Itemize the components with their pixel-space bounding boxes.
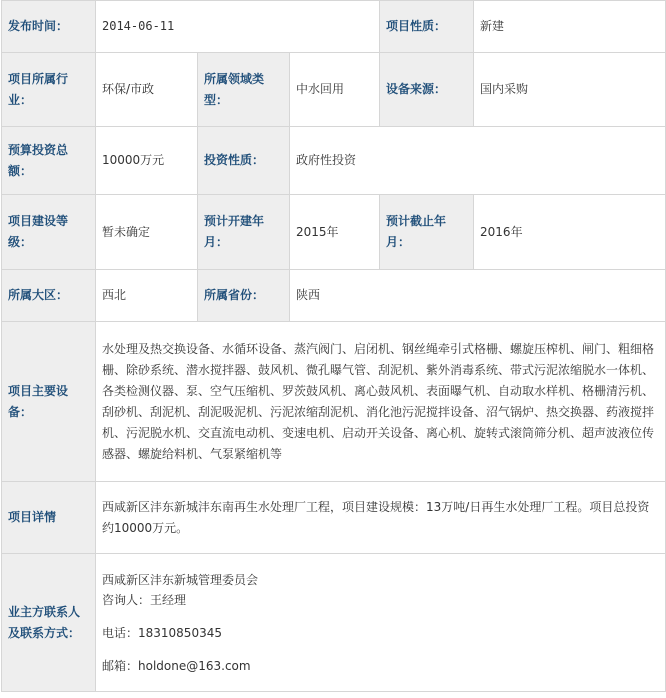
publish-time-label: 发布时间： xyxy=(2,1,96,53)
planned-start-label: 预计开建年月： xyxy=(198,195,290,270)
field-type-value: 中水回用 xyxy=(290,53,380,127)
industry-value: 环保/市政 xyxy=(96,53,198,127)
field-type-label: 所属领域类型： xyxy=(198,53,290,127)
row-publish-time xyxy=(2,1,666,53)
investment-nature-label: 投资性质： xyxy=(198,127,290,195)
row-construction xyxy=(2,195,666,270)
planned-end-value: 2016年 xyxy=(474,195,666,270)
equipment-source-value: 国内采购 xyxy=(474,53,666,127)
region-label: 所属大区： xyxy=(2,270,96,322)
region-value: 西北 xyxy=(96,270,198,322)
contact-email: 邮箱：holdone@163.com xyxy=(102,658,251,673)
row-industry xyxy=(2,53,666,127)
row-region xyxy=(2,270,666,322)
row-main-equipment xyxy=(2,322,666,482)
planned-end-label: 预计截止年月： xyxy=(380,195,474,270)
province-label: 所属省份： xyxy=(198,270,290,322)
publish-time-value: 2014-06-11 xyxy=(96,1,380,53)
budget-label: 预算投资总额： xyxy=(2,127,96,195)
budget-value: 10000万元 xyxy=(96,127,198,195)
contact-value xyxy=(96,554,666,692)
contact-person: 咨询人：王经理 xyxy=(102,592,187,607)
industry-label: 项目所属行业： xyxy=(2,53,96,127)
details-label: 项目详情 xyxy=(2,482,96,554)
details-value: 西咸新区沣东新城沣东南再生水处理厂工程，项目建设规模：13万吨/日再生水处理厂工程。项目总投资约10000万元。 xyxy=(96,482,666,554)
row-budget xyxy=(2,127,666,195)
investment-nature-value: 政府性投资 xyxy=(290,127,666,195)
planned-start-value: 2015年 xyxy=(290,195,380,270)
contact-org: 西咸新区沣东新城管理委员会 xyxy=(102,572,259,587)
contact-phone: 电话：18310850345 xyxy=(102,625,222,640)
main-equipment-label: 项目主要设备： xyxy=(2,322,96,482)
main-equipment-value: 水处理及热交换设备、水循环设备、蒸汽阀门、启闭机、钢丝绳牵引式格栅、螺旋压榨机、闸门、粗细格栅、除砂系统、潜水搅拌器、鼓风机、微孔曝气管、刮泥机、紫外消毒系统、带式污泥浓缩脱水一体机、各类检测仪器、泵、空气压缩机、罗茨鼓风机、离心鼓风机、表面曝气机、自动取水样机、格栅清污机、刮砂机、刮泥机、刮泥吸泥机、污泥浓缩刮泥机、消化池污泥搅拌设备、沼气锅炉、热交换器、药液搅拌机、污泥脱水机、交直流电动机、变速电机、启动开关设备、离心机、旋转式滚筒筛分机、超声波液位传感器、螺旋给料机、气泵紧缩机等 xyxy=(96,322,666,482)
province-value: 陕西 xyxy=(290,270,666,322)
construction-level-value: 暂未确定 xyxy=(96,195,198,270)
contact-label: 业主方联系人及联系方式： xyxy=(2,554,96,692)
equipment-source-label: 设备来源： xyxy=(380,53,474,127)
construction-level-label: 项目建设等级： xyxy=(2,195,96,270)
project-info-table xyxy=(1,0,666,692)
row-details xyxy=(2,482,666,554)
project-nature-label: 项目性质： xyxy=(380,1,474,53)
row-contact xyxy=(2,554,666,692)
project-nature-value: 新建 xyxy=(474,1,666,53)
